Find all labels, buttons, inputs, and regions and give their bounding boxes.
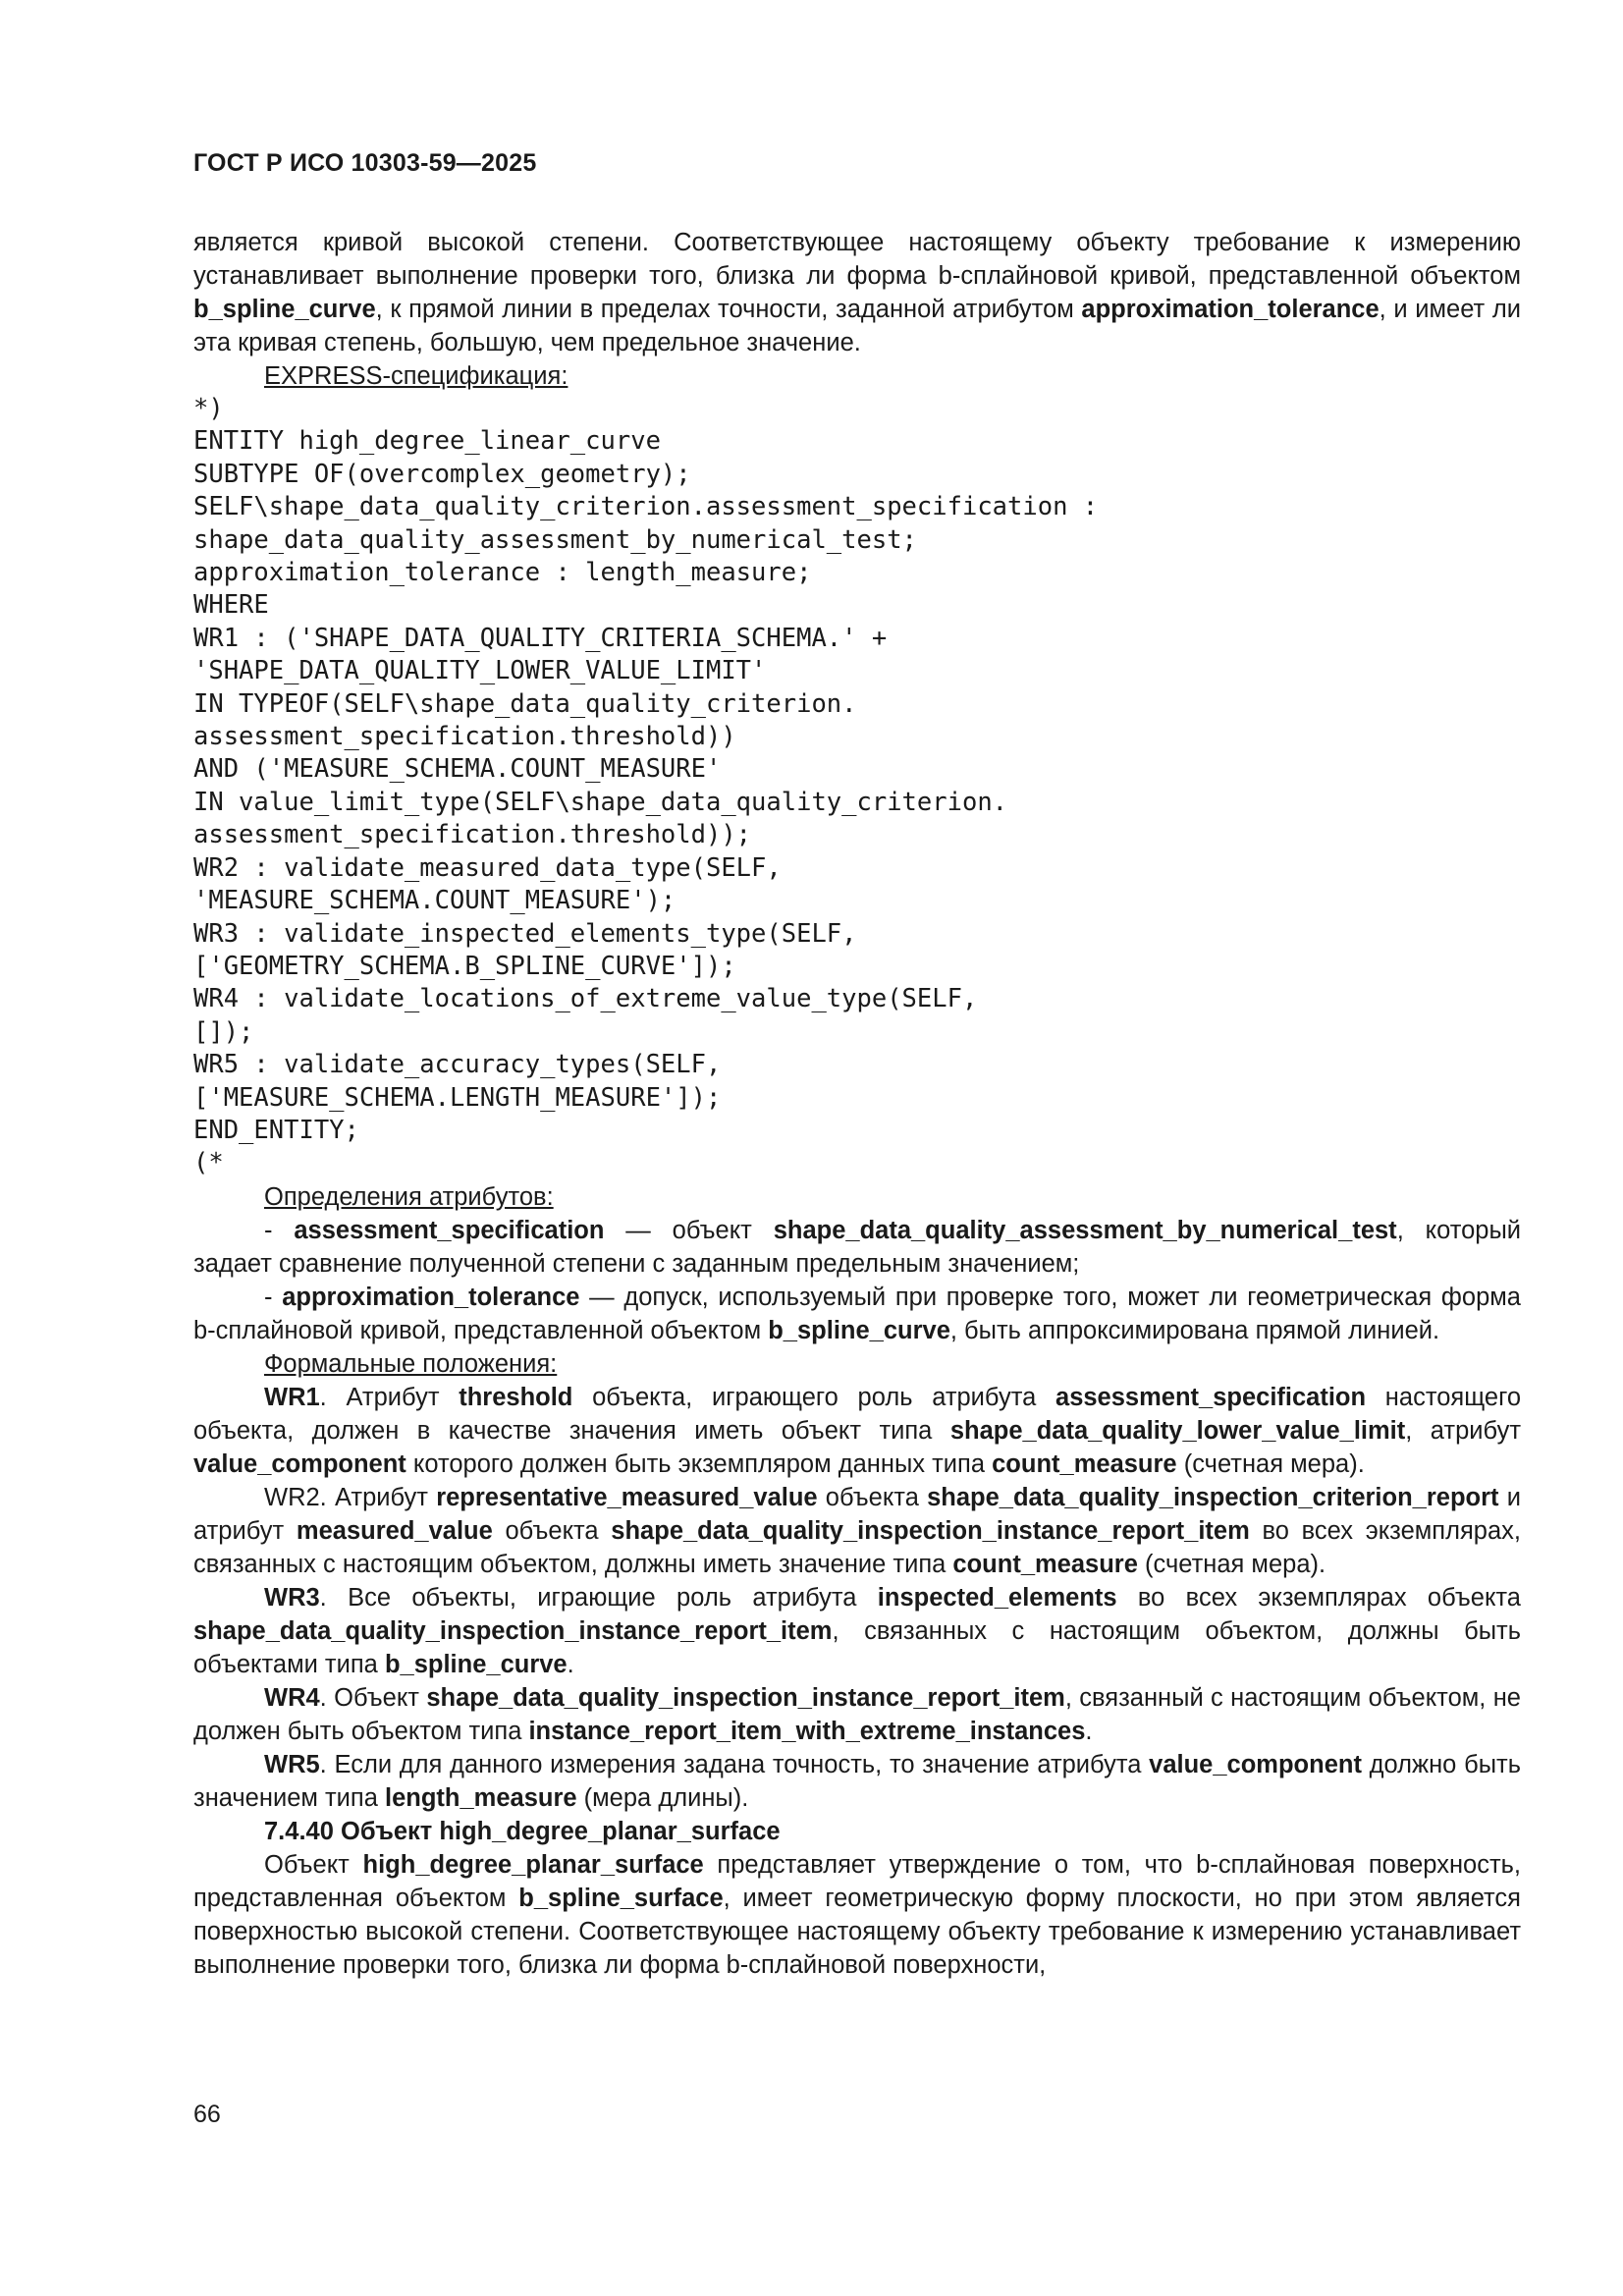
term: assessment_specification: [1055, 1383, 1367, 1411]
code-line: []);: [193, 1016, 254, 1047]
rule-label: WR4: [264, 1683, 320, 1712]
page-number: 66: [193, 2101, 221, 2128]
text-run: которого должен быть экземпляром данных типа: [406, 1449, 993, 1478]
text-run: во всех экземплярах, связанных с настоящим объектом, должны иметь значение типа: [193, 1516, 1521, 1578]
text-run: — объект: [604, 1216, 774, 1244]
text-run: , к прямой линии в пределах точности, заданной атрибутом: [375, 296, 1082, 323]
term: shape_data_quality_inspection_criterion_report: [927, 1483, 1499, 1511]
code-line: IN TYPEOF(SELF\shape_data_quality_criterion.: [193, 688, 857, 719]
text-run: , быть аппроксимирована прямой линией.: [949, 1316, 1440, 1344]
term: threshold: [459, 1383, 573, 1411]
code-line: shape_data_quality_assessment_by_numerical_test;: [193, 524, 917, 555]
code-line: WHERE: [193, 590, 269, 621]
rule-wr1: [193, 1381, 1521, 1481]
code-line: WR4 : validate_locations_of_extreme_value_type(SELF,: [193, 984, 978, 1014]
text-run: -: [264, 1216, 295, 1244]
term: length_measure: [385, 1783, 577, 1812]
text-run: объекта, играющего роль атрибута: [572, 1383, 1056, 1411]
code-line: approximation_tolerance : length_measure;: [193, 558, 812, 588]
text-run: объекта: [492, 1516, 612, 1545]
term: b_spline_curve: [768, 1316, 950, 1344]
code-line: assessment_specification.threshold)): [193, 722, 736, 752]
term: shape_data_quality_inspection_instance_report_item: [426, 1683, 1065, 1712]
code-line: SUBTYPE OF(overcomplex_geometry);: [193, 459, 691, 489]
text-run: WR2. Атрибут: [264, 1483, 437, 1511]
intro-paragraph: [193, 226, 1521, 359]
text-run: . Все объекты, играющие роль атрибута: [319, 1583, 878, 1612]
term: high_degree_planar_surface: [362, 1850, 704, 1879]
text-run: . Объект: [319, 1683, 427, 1712]
code-line: assessment_specification.threshold));: [193, 820, 752, 850]
term: value_component: [1149, 1750, 1362, 1778]
code-line: WR2 : validate_measured_data_type(SELF,: [193, 852, 782, 883]
code-line: IN value_limit_type(SELF\shape_data_quality_criterion.: [193, 787, 1008, 817]
term: shape_data_quality_assessment_by_numerical_test: [773, 1216, 1397, 1244]
text-run: и атрибут: [193, 1483, 1521, 1545]
text-run: -: [264, 1283, 283, 1311]
text-run: (счетная мера).: [1176, 1449, 1365, 1478]
code-line: ENTITY high_degree_linear_curve: [193, 426, 661, 457]
term: assessment_specification: [294, 1216, 605, 1244]
code-line: END_ENTITY;: [193, 1115, 359, 1145]
code-line: WR1 : ('SHAPE_DATA_QUALITY_CRITERIA_SCHEMA.' +: [193, 623, 888, 653]
code-line: *): [193, 394, 224, 423]
code-line: ['MEASURE_SCHEMA.LENGTH_MEASURE']);: [193, 1082, 722, 1113]
text-run: (счетная мера).: [1137, 1550, 1326, 1578]
text-run: — допуск, используемый при проверке того, может ли геометрическая форма b-сплайновой кривой, представленной объектом: [193, 1283, 1521, 1344]
code-line: 'SHAPE_DATA_QUALITY_LOWER_VALUE_LIMIT': [193, 656, 767, 686]
clause-title: 7.4.40 Объект high_degree_planar_surface: [264, 1817, 781, 1845]
clause-paragraph: [193, 1848, 1521, 1982]
code-line: 'MEASURE_SCHEMA.COUNT_MEASURE');: [193, 886, 676, 916]
code-line: WR3 : validate_inspected_elements_type(SELF,: [193, 918, 857, 949]
text-run: . Если для данного измерения задана точность, то значение атрибута: [319, 1750, 1150, 1778]
term: measured_value: [296, 1516, 493, 1545]
attribute-definition: [193, 1281, 1521, 1347]
express-heading: EXPRESS-спецификация:: [264, 362, 568, 390]
term: approximation_tolerance: [282, 1283, 580, 1311]
rule-wr4: [193, 1681, 1521, 1748]
rule-wr2: [193, 1481, 1521, 1581]
code-line: WR5 : validate_accuracy_types(SELF,: [193, 1050, 722, 1080]
text-run: , связанный с настоящим объектом, не должен быть объектом типа: [193, 1683, 1521, 1745]
rule-wr3: [193, 1581, 1521, 1681]
rule-label: WR1: [264, 1383, 320, 1411]
term: shape_data_quality_inspection_instance_report_item: [611, 1516, 1250, 1545]
rule-wr5: [193, 1748, 1521, 1815]
term: shape_data_quality_lower_value_limit: [949, 1416, 1406, 1445]
term: b_spline_curve: [384, 1650, 568, 1678]
document-header: ГОСТ Р ИСО 10303-59—2025: [193, 149, 537, 177]
rule-label: WR5: [264, 1750, 320, 1778]
term: shape_data_quality_inspection_instance_report_item: [193, 1616, 833, 1645]
rule-label: WR3: [264, 1583, 320, 1612]
term: b_spline_curve: [193, 296, 376, 323]
text-run: , который задает сравнение полученной степени с заданным предельным значением;: [193, 1216, 1522, 1278]
text-run: Объект: [264, 1850, 363, 1879]
formal-heading: Формальные положения:: [264, 1349, 558, 1378]
term: count_measure: [952, 1550, 1138, 1578]
text-run: является кривой высокой степени. Соответствующее настоящему объекту требование к измерению устанавливает выполнение проверки того, близка ли форма b-сплайновой кривой, представленной объектом: [193, 229, 1521, 290]
code-line: SELF\shape_data_quality_criterion.assessment_specification :: [193, 492, 1099, 522]
page-content: [193, 226, 1521, 1982]
text-run: , имеет геометрическую форму плоскости, но при этом является поверхностью высокой степени. Соответствующее настоящему объекту требование к измерению устанавливает выполнение проверки того, близка ли форма b-сплайновой поверхности,: [193, 1884, 1521, 1979]
term: inspected_elements: [877, 1583, 1117, 1612]
attribute-definition: [193, 1214, 1521, 1281]
term: representative_measured_value: [436, 1483, 818, 1511]
text-run: .: [1085, 1717, 1093, 1745]
text-run: представляет утверждение о том, что b-сплайновая поверхность, представленная объектом: [193, 1850, 1522, 1912]
term: b_spline_surface: [518, 1884, 724, 1912]
text-run: , связанных с настоящим объектом, должны быть объектами типа: [193, 1616, 1521, 1678]
text-run: . Атрибут: [319, 1383, 460, 1411]
code-line: ['GEOMETRY_SCHEMA.B_SPLINE_CURVE']);: [193, 951, 736, 981]
text-run: настоящего объекта, должен в качестве значения иметь объект типа: [193, 1383, 1522, 1445]
term: count_measure: [992, 1449, 1177, 1478]
code-line: (*: [193, 1148, 224, 1178]
term: instance_report_item_with_extreme_instances: [528, 1717, 1086, 1745]
text-run: должно быть значением типа: [193, 1750, 1521, 1812]
term: approximation_tolerance: [1081, 296, 1380, 323]
text-run: (мера длины).: [576, 1783, 749, 1812]
code-line: AND ('MEASURE_SCHEMA.COUNT_MEASURE': [193, 754, 722, 785]
term: value_component: [193, 1449, 406, 1478]
text-run: , и имеет ли эта кривая степень, большую, чем предельное значение.: [193, 296, 1521, 356]
attributes-heading: Определения атрибутов:: [264, 1182, 554, 1211]
text-run: .: [567, 1650, 574, 1678]
text-run: объекта: [817, 1483, 928, 1511]
express-code-block: [193, 393, 1521, 1180]
text-run: во всех экземплярах объекта: [1116, 1583, 1521, 1612]
text-run: , атрибут: [1405, 1416, 1521, 1445]
